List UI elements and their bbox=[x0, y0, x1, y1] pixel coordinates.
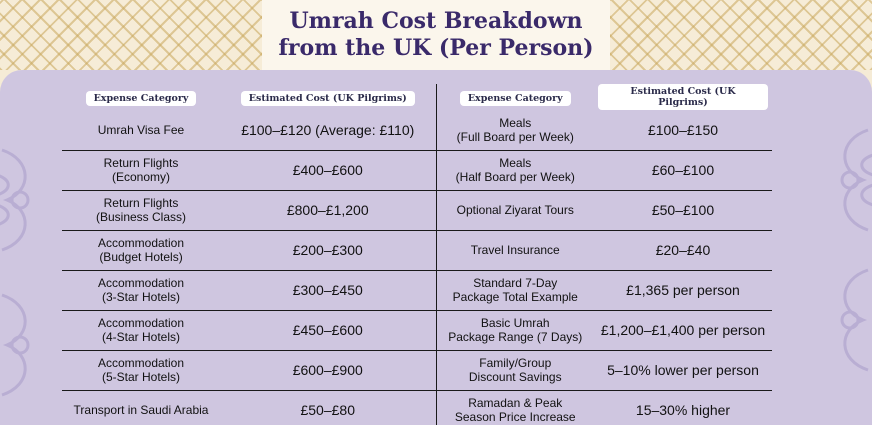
table-row bbox=[62, 270, 772, 310]
left-category-line-1: Accommodation bbox=[97, 236, 185, 250]
table-row bbox=[62, 310, 772, 350]
right-cost-cell: £50–£100 bbox=[594, 190, 772, 230]
right-category-cell bbox=[436, 310, 594, 350]
left-cost-cell: £200–£300 bbox=[220, 230, 436, 270]
header-expense-category-left: Expense Category bbox=[62, 84, 220, 110]
left-category-line-1: Return Flights bbox=[103, 156, 179, 170]
left-cost-cell: £450–£600 bbox=[220, 310, 436, 350]
right-cost-cell: 5–10% lower per person bbox=[594, 350, 772, 390]
cost-table bbox=[62, 84, 772, 425]
right-category-cell bbox=[436, 270, 594, 310]
right-cost-cell: £100–£150 bbox=[647, 121, 719, 138]
right-category-line-2: (Half Board per Week) bbox=[455, 170, 575, 184]
left-category-line-2: (4-Star Hotels) bbox=[101, 330, 181, 344]
table-header-row bbox=[62, 84, 772, 110]
right-category-line-1: Standard 7-Day bbox=[473, 276, 558, 290]
header-expense-category-right: Expense Category bbox=[436, 84, 594, 110]
table-row bbox=[62, 350, 772, 390]
left-category-cell bbox=[62, 110, 220, 150]
right-cost-cell: £1,200–£1,400 per person bbox=[594, 310, 772, 350]
title-line-2: from the UK (Per Person) bbox=[278, 35, 594, 61]
ornament-right-lower-icon bbox=[818, 260, 872, 420]
ornament-left-lower-icon bbox=[0, 285, 52, 425]
left-category-cell bbox=[62, 350, 220, 390]
ornament-left-icon bbox=[0, 130, 52, 290]
left-category-line-2: (3-Star Hotels) bbox=[101, 290, 181, 304]
right-category-line-1: Optional Ziyarat Tours bbox=[456, 203, 574, 217]
right-category-line-2: Package Total Example bbox=[452, 290, 578, 304]
left-category-line-1: Return Flights bbox=[103, 196, 179, 210]
table-row bbox=[62, 190, 772, 230]
left-cost-cell: £800–£1,200 bbox=[220, 190, 436, 230]
cost-table-container bbox=[62, 84, 772, 425]
right-category-line-1: Travel Insurance bbox=[470, 243, 560, 257]
right-category-line-2: (Full Board per Week) bbox=[456, 129, 574, 144]
header-estimated-cost-right: Estimated Cost (UK Pilgrims) bbox=[594, 84, 772, 110]
right-category-cell bbox=[436, 390, 594, 425]
left-category-cell bbox=[62, 150, 220, 190]
left-cost-cell: £600–£900 bbox=[220, 350, 436, 390]
left-category-cell bbox=[62, 230, 220, 270]
right-category-line-1: Meals bbox=[499, 115, 532, 130]
left-cost-cell: £400–£600 bbox=[220, 150, 436, 190]
left-category-line-1: Umrah Visa Fee bbox=[97, 122, 185, 137]
right-cost-cell: £60–£100 bbox=[594, 150, 772, 190]
right-cost-cell: £1,365 per person bbox=[594, 270, 772, 310]
right-category-line-2: Package Range (7 Days) bbox=[448, 330, 583, 344]
left-category-cell bbox=[62, 270, 220, 310]
right-category-cell bbox=[436, 190, 594, 230]
right-category-line-2: Discount Savings bbox=[468, 370, 562, 384]
right-category-line-1: Ramadan & Peak bbox=[468, 396, 563, 411]
left-category-line-2: (Budget Hotels) bbox=[99, 250, 183, 264]
left-category-line-2: (5-Star Hotels) bbox=[101, 370, 181, 384]
table-row bbox=[62, 150, 772, 190]
left-category-cell bbox=[62, 390, 220, 425]
right-category-line-1: Basic Umrah bbox=[480, 316, 550, 330]
left-category-line-1: Transport in Saudi Arabia bbox=[73, 403, 209, 418]
left-cost-cell: £50–£80 bbox=[220, 390, 436, 425]
right-cost-cell: £20–£40 bbox=[594, 230, 772, 270]
right-category-line-1: Family/Group bbox=[479, 356, 552, 370]
right-category-cell bbox=[436, 350, 594, 390]
left-category-line-2: (Economy) bbox=[111, 170, 170, 184]
left-category-line-1: Accommodation bbox=[97, 316, 185, 330]
right-category-line-1: Meals bbox=[499, 156, 532, 170]
table-row bbox=[62, 110, 772, 150]
title-line-1: Umrah Cost Breakdown bbox=[289, 8, 583, 34]
left-category-line-1: Accommodation bbox=[97, 276, 185, 290]
left-cost-cell: £100–£120 (Average: £110) bbox=[220, 110, 436, 150]
right-cost-cell: 15–30% higher bbox=[594, 390, 772, 425]
right-category-cell bbox=[436, 110, 594, 150]
left-category-cell bbox=[62, 190, 220, 230]
header-estimated-cost-left: Estimated Cost (UK Pilgrims) bbox=[220, 84, 436, 110]
page-title bbox=[262, 8, 610, 62]
left-category-line-2: (Business Class) bbox=[95, 210, 187, 224]
ornament-right-icon bbox=[818, 110, 872, 270]
left-category-line-1: Accommodation bbox=[97, 356, 185, 370]
right-category-line-2: Season Price Increase bbox=[454, 410, 576, 425]
right-category-cell bbox=[436, 150, 594, 190]
right-category-cell bbox=[436, 230, 594, 270]
table-row bbox=[62, 390, 772, 425]
table-row bbox=[62, 230, 772, 270]
left-cost-cell: £300–£450 bbox=[220, 270, 436, 310]
left-category-cell bbox=[62, 310, 220, 350]
